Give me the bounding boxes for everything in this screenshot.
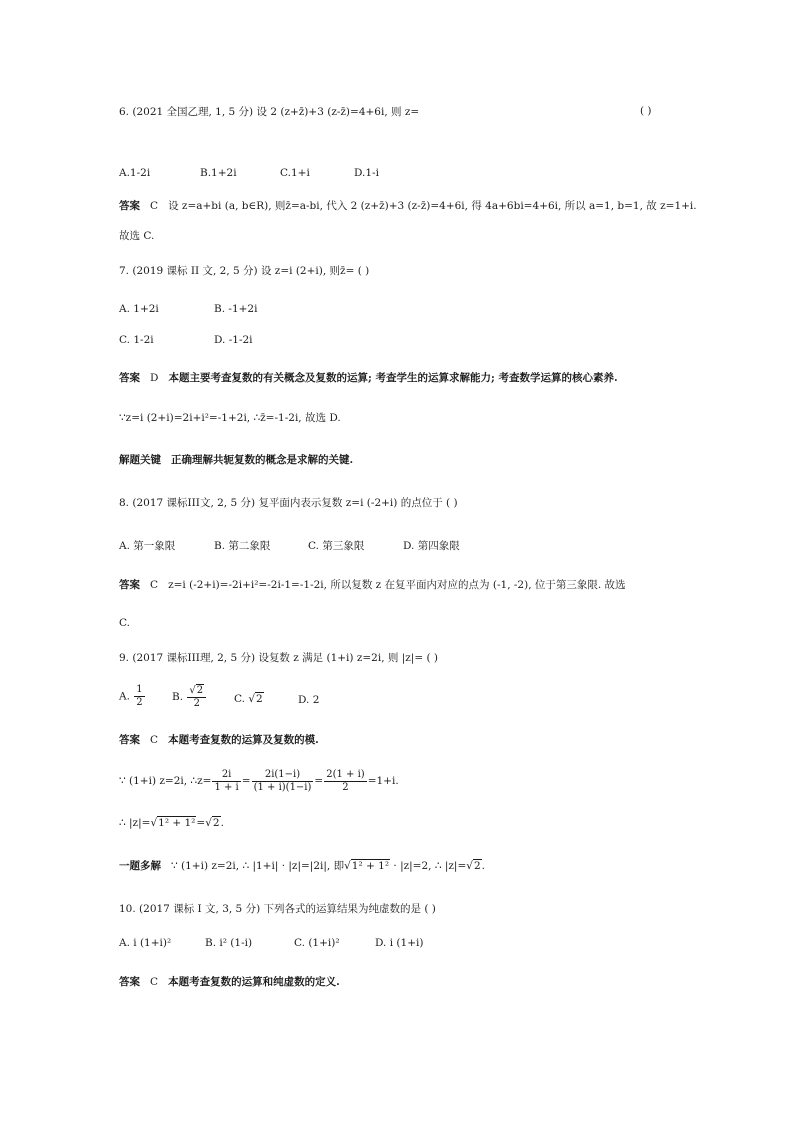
answer-letter: C [150, 734, 159, 746]
q10-option-b: B. i² (1-i) [205, 937, 253, 949]
q9-work-line1: ∵ (1+i) z=2i, ∴z= $\frac{2i}{1 + i}$ = $\frac{2i(1-i)}{(1 + i)(1-i)}$ = $\frac{2(1 + i)}{2}$ =1+i. [119, 768, 399, 793]
q7-key-line [119, 453, 353, 467]
answer-letter: C [150, 200, 159, 212]
q9-answer-line [119, 733, 319, 747]
q9-multi-solution: 一题多解 ∵ (1+i) z=2i, ∴ |1+i| · |z|=|2i|, 即√1² + 1² · |z|=2, ∴ |z|=√2. [119, 860, 485, 872]
fraction: $\frac{√2}{2}$ [187, 684, 206, 710]
q8-question: 8. (2017 课标III文, 2, 5 分) 复平面内表示复数 z=i (-2+i) 的点位于 ( ) [119, 497, 458, 509]
answer-text: 本题考查复数的运算及复数的模. [168, 734, 319, 746]
q9-option-a: A. $\frac{1}{2}$ [119, 684, 143, 708]
q9-option-c: C. √2 [234, 693, 263, 705]
q8-answer-conclusion: C. [119, 617, 130, 629]
key-text: 正确理解共轭复数的概念是求解的关键. [171, 454, 354, 466]
q7-option-b: B. -1+2i [214, 303, 258, 315]
q10-option-a: A. i (1+i)² [119, 937, 172, 949]
answer-label: 答案 [119, 200, 140, 212]
q6-option-b: B.1+2i [200, 167, 237, 179]
q9-work-line2: ∴ |z|=√1² + 1²=√2. [119, 817, 224, 829]
fraction: $\frac{2(1 + i)}{2}$ [326, 768, 365, 793]
answer-text: z=i (-2+i)=-2i+i²=-2i-1=-1-2i, 所以复数 z 在复平面内对应的点为 (-1, -2), 位于第三象限. 故选 [168, 579, 626, 591]
answer-label: 答案 [119, 579, 140, 591]
q6-option-d: D.1-i [354, 167, 379, 179]
multi-label: 一题多解 [119, 860, 161, 872]
q10-answer-line [119, 975, 340, 989]
q7-question: 7. (2019 课标 II 文, 2, 5 分) 设 z=i (2+i), 则z̄= ( ) [119, 265, 370, 277]
q7-answer-work: ∵z=i (2+i)=2i+i²=-1+2i, ∴z̄=-1-2i, 故选 D. [119, 412, 341, 424]
q6-answer-conclusion: 故选 C. [119, 230, 155, 242]
q8-option-d: D. 第四象限 [403, 540, 460, 552]
q8-answer-line [119, 578, 626, 592]
fraction: $\frac{2i}{1 + i}$ [214, 768, 239, 793]
q6-answer-line [119, 199, 697, 213]
answer-label: 答案 [119, 734, 140, 746]
q7-option-d: D. -1-2i [214, 334, 253, 346]
q6-question: 6. (2021 全国乙理, 1, 5 分) 设 2 (z+z̄)+3 (z-z̄)=4+6i, 则 z= [119, 106, 420, 118]
answer-letter: D [150, 372, 159, 384]
fraction: $\frac{1}{2}$ [136, 684, 143, 708]
q9-option-b: B. $\frac{√2}{2}$ [172, 684, 207, 710]
answer-label: 答案 [119, 976, 140, 988]
q9-question: 9. (2017 课标III理, 2, 5 分) 设复数 z 满足 (1+i) z=2i, 则 |z|= ( ) [119, 652, 439, 664]
q7-option-a: A. 1+2i [119, 303, 159, 315]
answer-label: 答案 [119, 372, 140, 384]
q6-option-c: C.1+i [280, 167, 310, 179]
q6-answer-paren: ( ) [640, 105, 652, 117]
answer-text: 本题主要考查复数的有关概念及复数的运算; 考查学生的运算求解能力; 考查数学运算的核心素养. [168, 372, 618, 384]
q9-option-d: D. 2 [298, 694, 320, 706]
q10-option-c: C. (1+i)² [294, 937, 340, 949]
q6-option-a: A.1-2i [119, 167, 151, 179]
key-label: 解题关键 [119, 454, 161, 466]
answer-letter: C [150, 976, 159, 988]
answer-text: 本题考查复数的运算和纯虚数的定义. [168, 976, 340, 988]
q8-option-a: A. 第一象限 [119, 540, 176, 552]
q7-option-c: C. 1-2i [119, 334, 154, 346]
fraction: $\frac{2i(1-i)}{(1 + i)(1-i)}$ [253, 768, 312, 793]
q10-option-d: D. i (1+i) [375, 937, 424, 949]
answer-text: 设 z=a+bi (a, b∈R), 则z̄=a-bi, 代入 2 (z+z̄)+3 (z-z̄)=4+6i, 得 4a+6bi=4+6i, 所以 a=1, b=1, 故 z=1+i. [168, 200, 697, 212]
q8-option-c: C. 第三象限 [308, 540, 365, 552]
q10-question: 10. (2017 课标 I 文, 3, 5 分) 下列各式的运算结果为纯虚数的是 ( ) [119, 903, 436, 915]
answer-letter: C [150, 579, 159, 591]
q7-answer-line [119, 371, 618, 385]
q8-option-b: B. 第二象限 [214, 540, 271, 552]
